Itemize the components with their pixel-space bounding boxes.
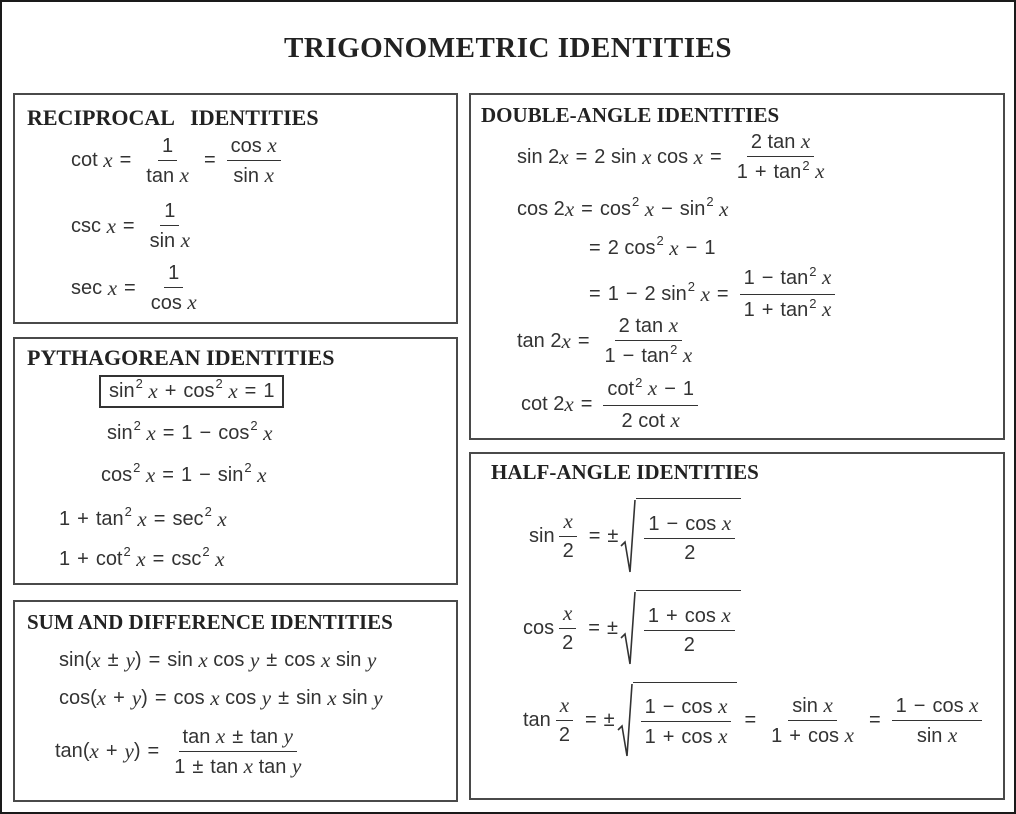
sum-difference-title: SUM AND DIFFERENCE IDENTITIES — [27, 610, 393, 634]
sec-reciprocal-eq: sec x = $\frac{1}{\text{cos x}}$ — [71, 262, 197, 314]
sin-sum-eq: sin ( x ± y ) = sin x cos y ± cos x sin y — [59, 648, 377, 672]
tan-half-eq: tan $\frac{x}{2}$ = ± $\frac{\text{1 − cos x}}{\text{1 + cos x}}$ = $\frac{\text{sin x}}{\text{1 + cos x}}$ = $\frac{\text{1 − cos x}}{\text{sin x}}$ — [523, 682, 986, 758]
half-angle-title: HALF-ANGLE IDENTITIES — [491, 460, 759, 484]
cot-double-eq: cot 2 x = $\frac{\cot^2 x - 1}{\text{2 cot x}}$ — [521, 376, 702, 433]
sin-double-eq: sin 2 x = 2 sin x cos x = $\frac{\text{2 tan x}}{1 + \tan^2 x}$ — [517, 129, 825, 183]
page-title: TRIGONOMETRIC IDENTITIES — [284, 32, 732, 64]
half-angle-box — [469, 452, 1005, 800]
tan-double-eq: tan 2 x = $\frac{\text{2 tan x}}{1 - \tan^2 x}$ — [517, 313, 693, 367]
sqrt-sign: $\frac{\text{1 − cos x}}{\text{1 + cos x}}$ — [617, 682, 738, 758]
cos-half-eq: cos $\frac{x}{2}$ = ± $\frac{\text{1 + cos x}}{2}$ — [523, 590, 741, 666]
sum-difference-box — [13, 600, 458, 802]
pythagorean-title: PYTHAGOREAN IDENTITIES — [27, 345, 335, 370]
csc-reciprocal-eq: csc x = $\frac{1}{\text{sin x}}$ — [71, 200, 191, 252]
cot-reciprocal-eq: cot x = $\frac{1}{\text{tan x}}$ = $\frac{\text{cos x}}{\text{sin x}}$ — [71, 133, 285, 188]
sqrt-sign: $\frac{\text{1 + cos x}}{2}$ — [620, 590, 741, 666]
sqrt-sign: $\frac{\text{1 − cos x}}{2}$ — [620, 498, 741, 574]
cos-double-eq-2: = 2 cos 2 x − 1 — [589, 233, 716, 260]
tan-sec-eq: 1 + tan 2 x = sec 2 x — [59, 504, 227, 531]
reciprocal-title: RECIPROCAL IDENTITIES — [27, 105, 319, 130]
sin-half-eq: sin $\frac{x}{2}$ = ± $\frac{\text{1 − cos x}}{2}$ — [529, 498, 741, 574]
tan-sum-eq: tan ( x + y ) = $\frac{\text{tan x ± tan y}}{\text{1 ± tan x tan y}}$ — [55, 724, 302, 778]
pythagorean-main-eq: sin 2 x + cos 2 x = 1 — [99, 375, 284, 408]
double-angle-title: DOUBLE-ANGLE IDENTITIES — [481, 103, 780, 127]
sin-squared-eq: sin 2 x = 1 − cos 2 x — [107, 418, 273, 445]
cos-double-eq-3: = 1 − 2 sin 2 x = $\frac{1 - \tan^2 x}{1 + \tan^2 x}$ — [582, 265, 839, 324]
reciprocal-box — [13, 93, 458, 324]
double-angle-box — [469, 93, 1005, 440]
pythagorean-box — [13, 337, 458, 585]
cot-csc-eq: 1 + cot 2 x = csc 2 x — [59, 544, 225, 571]
cos-squared-eq: cos 2 x = 1 − sin 2 x — [101, 460, 267, 487]
cos-double-eq-1: cos 2 x = cos 2 x − sin 2 x — [517, 194, 729, 221]
cos-sum-eq: cos ( x + y ) = cos x cos y ± sin x sin y — [59, 686, 383, 710]
